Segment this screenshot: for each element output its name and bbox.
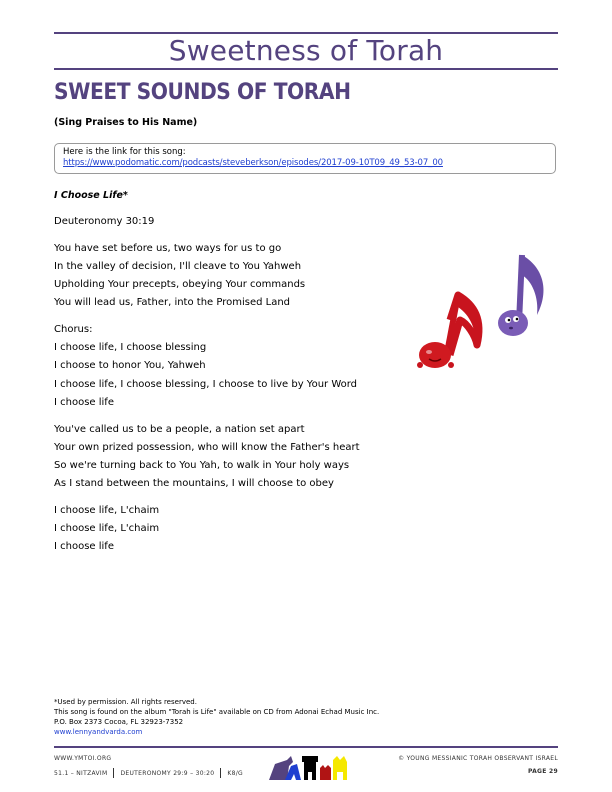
song-link-box [54,143,556,174]
chorus [54,321,360,412]
footer-scripture: DEUTERONOMY 29:9 – 30:20 [120,769,215,777]
lyric-line: Upholding Your precepts, obeying Your commands [54,279,306,291]
footer-lesson-row [54,768,243,778]
lyric-line: I choose life, I choose blessing, I choose to live by Your Word [54,378,358,390]
footer-site: WWW.YMTOI.ORG [54,755,112,762]
footer-separator [113,768,114,778]
ending [54,502,360,557]
red-note-icon [417,295,479,368]
footer-left [54,755,243,778]
page-number: PAGE 29 [527,768,558,775]
footer-separator [220,768,221,778]
footer-copyright: © YOUNG MESSIANIC TORAH OBSERVANT ISRAEL [398,755,558,762]
lyric-line: You've called us to be a people, a nation set apart [54,423,305,435]
footer-rule [54,746,558,748]
address: P.O. Box 2373 Cocoa, FL 32923-7352 [54,718,184,726]
scripture-reference-block [54,213,360,231]
lyric-line: You have set before us, two ways for us to go [54,242,282,254]
lyric-line: I choose life [54,541,114,553]
lyric-line: I choose life [54,396,114,408]
lyrics [54,213,360,565]
lyric-line: So we're turning back to You Yah, to walk in Your holy ways [54,459,350,471]
footer-right [398,755,558,775]
song-link[interactable]: https://www.podomatic.com/podcasts/steveberkson/episodes/2017-09-10T09_49_53-07_00 [63,158,443,168]
permission-note: *Used by permission. All rights reserved. [54,698,197,706]
verse-2 [54,421,360,494]
footer-level: K8/G [227,769,243,777]
ymtoi-logo-icon [267,752,357,782]
scripture-reference: Deuteronomy 30:19 [54,216,155,227]
lyric-line: In the valley of decision, I'll cleave to You Yahweh [54,260,302,272]
section-title: SWEET SOUNDS OF TORAH [54,80,351,105]
lyric-line: Your own prized possession, who will know the Father's heart [54,441,360,453]
footer-lesson: 51.1 – NITZAVIM [54,769,108,777]
lyric-line: I choose life, I choose blessing [54,342,207,354]
lyric-line: I choose life, L'chaim [54,523,160,535]
lyric-line: You will lead us, Father, into the Promised Land [54,297,291,309]
song-title: I Choose Life* [54,190,128,201]
lyric-line: I choose life, L'chaim [54,504,160,516]
header-bottom-rule [54,68,558,70]
music-notes-icon [405,245,555,375]
website-link[interactable]: www.lennyandvarda.com [54,728,143,736]
page-title: Sweetness of Torah [168,34,444,67]
link-label: Here is the link for this song: [63,147,186,157]
chorus-label: Chorus: [54,324,93,336]
footnote [54,697,379,737]
verse-1 [54,240,360,313]
section-subtitle: (Sing Praises to His Name) [54,117,198,128]
album-note: This song is found on the album "Torah is Life" available on CD from Adonai Echad Music Inc. [54,708,380,716]
purple-note-icon [498,255,544,336]
lyric-line: I choose to honor You, Yahweh [54,360,206,372]
lyric-line: As I stand between the mountains, I will choose to obey [54,478,334,490]
